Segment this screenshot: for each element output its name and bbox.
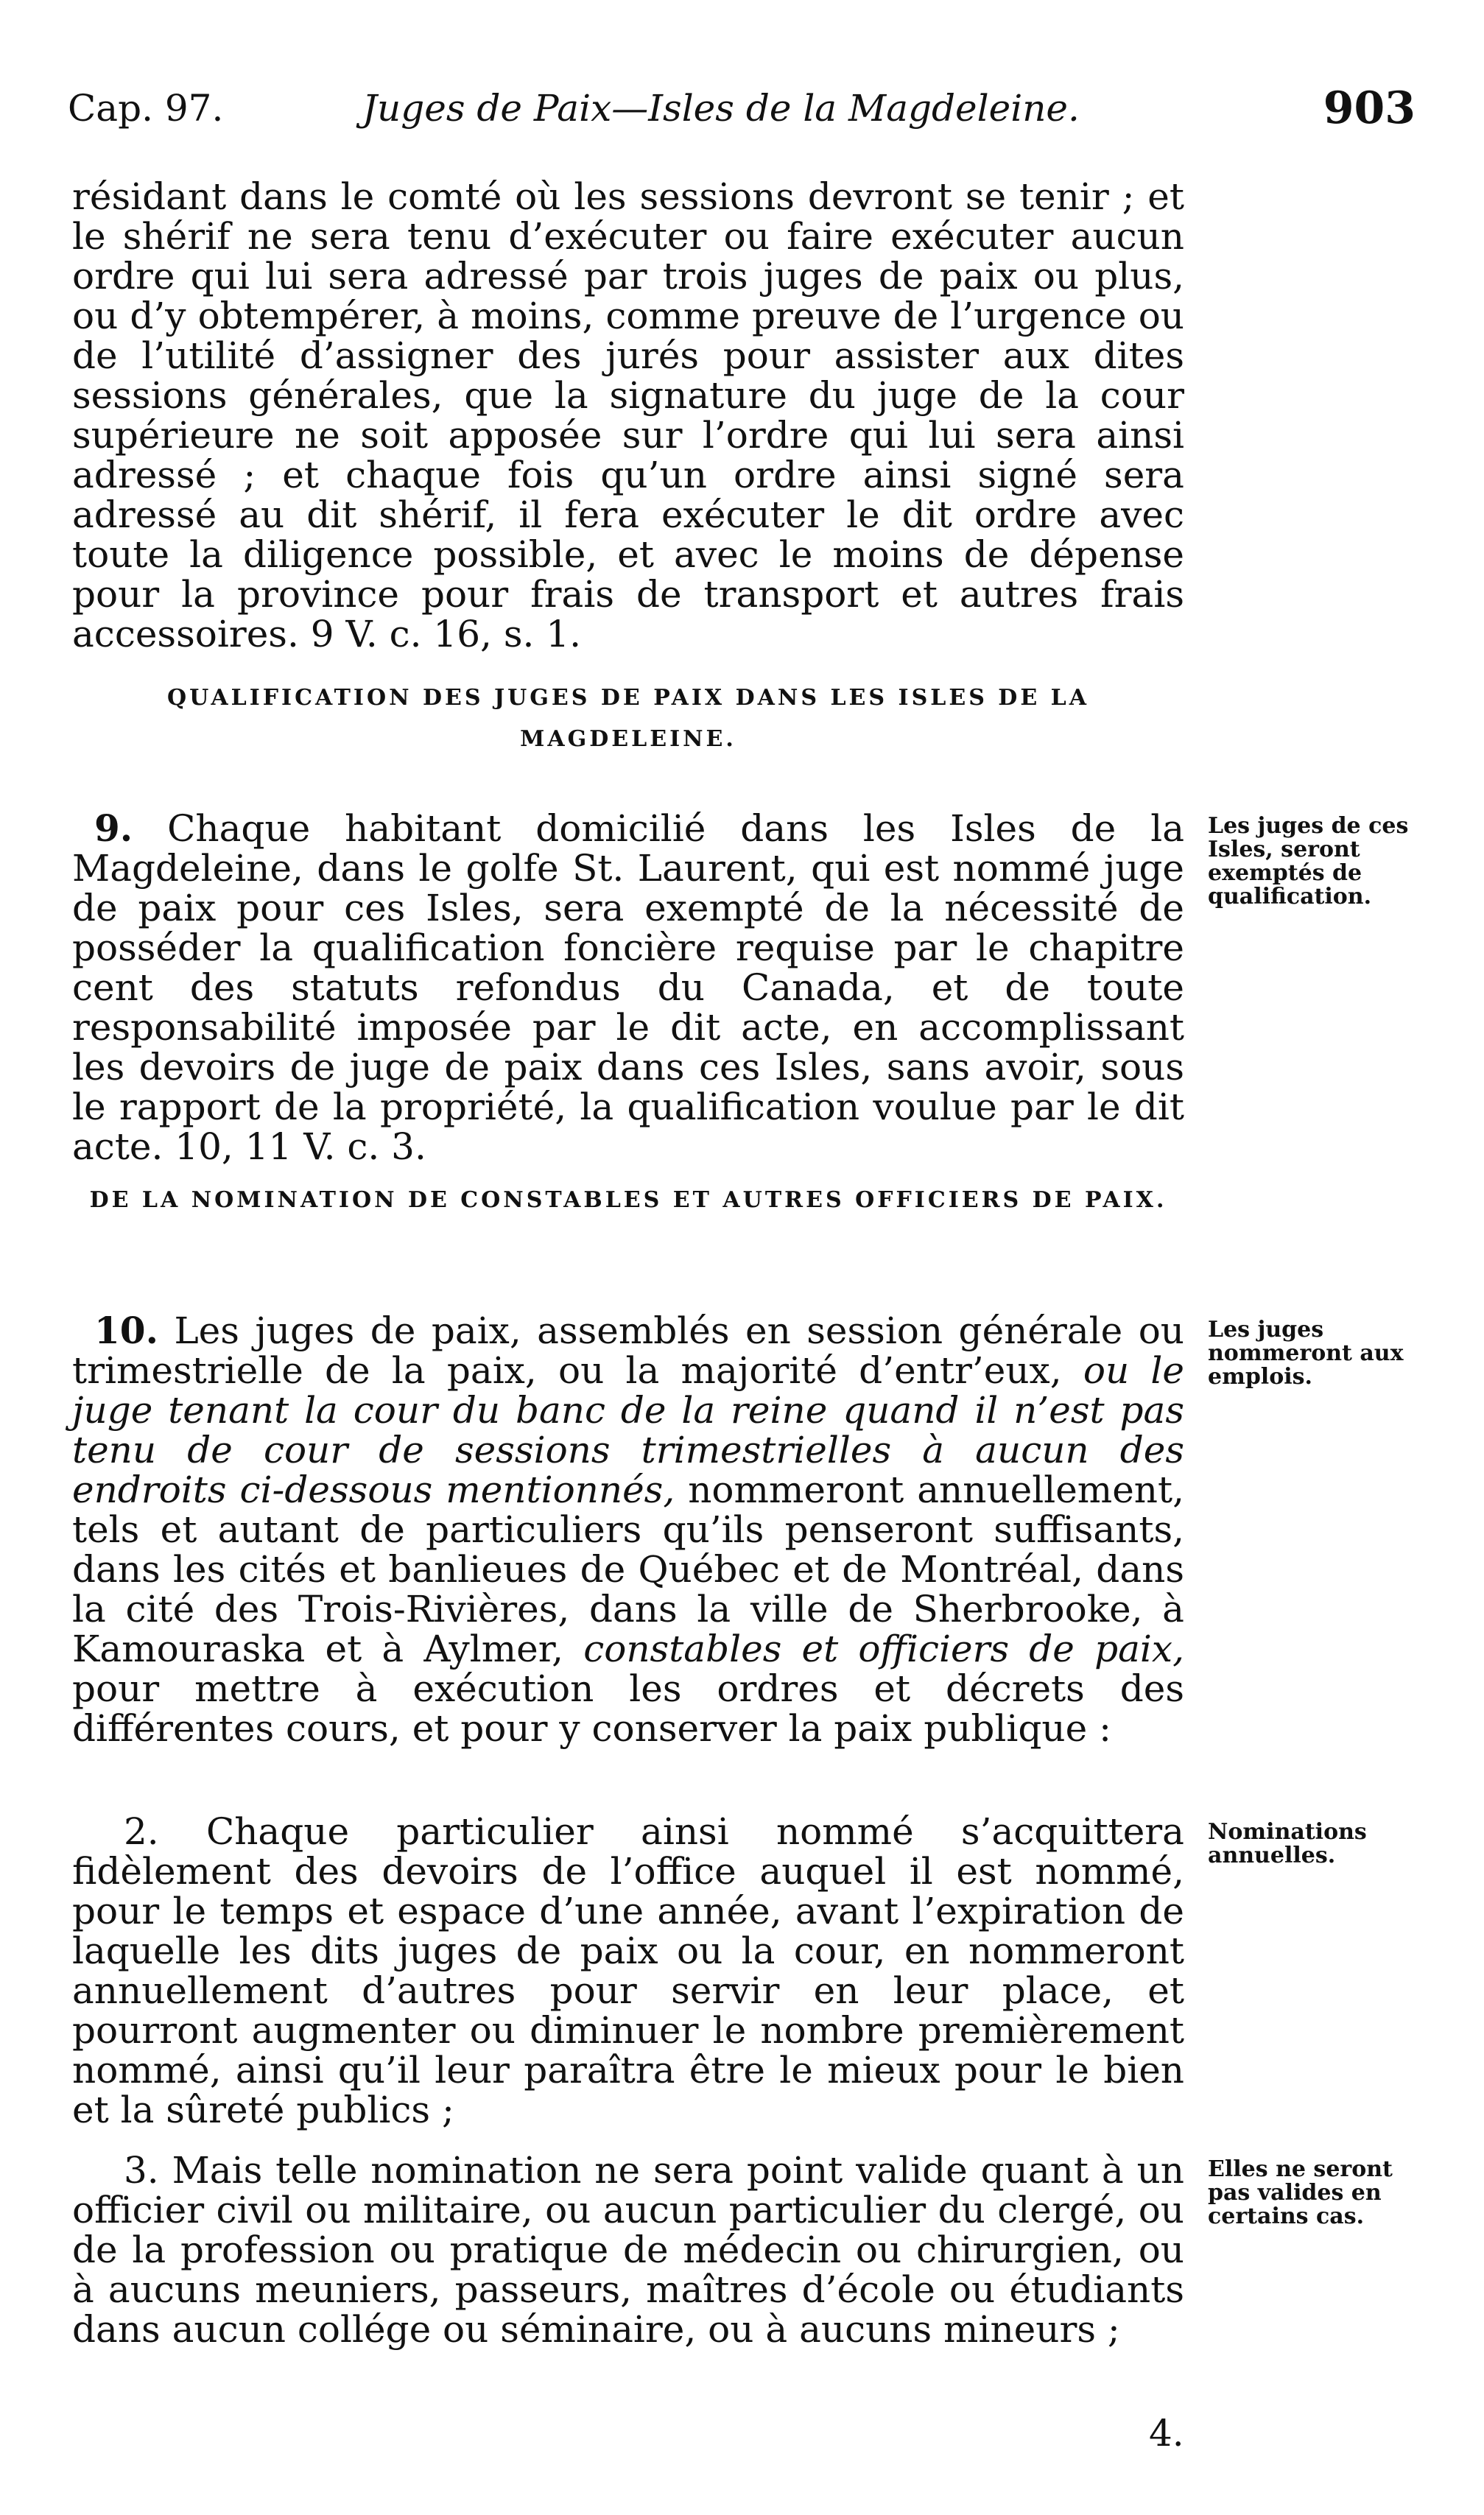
section-heading-qualification: QUALIFICATION DES JUGES DE PAIX DANS LES ISLES DE LA MAGDELEINE.	[166, 685, 1089, 752]
subsection-3: 3. Mais telle nomination ne sera point valide quant à un officier civil ou militaire, ou aucun particulier du clergé, ou de la profession ou pratique de médecin ou chirurgien, ou à aucuns meuniers, passeurs, maîtres d’école ou étudiants dans aucun collége ou séminaire, ou à aucuns mineurs ;	[72, 2149, 1184, 2351]
margin-note-subsection-2: Nominations annuelles.	[1208, 1819, 1367, 1868]
page-number: 903	[1323, 82, 1416, 134]
section-9-number: 9.	[94, 806, 133, 850]
chapter-label: Cap. 97.	[68, 87, 224, 130]
section-10-italic-b: constables et officiers de paix,	[583, 1628, 1184, 1670]
margin-note-section-9: Les juges de ces Isles, seront exemptés de qualification.	[1208, 813, 1409, 910]
section-heading-nomination: DE LA NOMINATION DE CONSTABLES ET AUTRES OFFICIERS DE PAIX.	[89, 1187, 1167, 1213]
section-10-italic-a: ou le juge tenant la cour du banc de la reine quand il n’est pas tenu de cour de sessions trimestrielles à aucun des endroits ci-dessous mentionnés,	[72, 1349, 1185, 1511]
section-9	[72, 806, 1184, 1168]
section-10-text-c: pour mettre à exécution les ordres et décrets des différentes cours, et pour y conserver la paix publique :	[72, 1667, 1184, 1750]
section-10-text-b: nommeront annuellement, tels et autant de particuliers qu’ils penseront suffisants, dans les cités et banlieues de Québec et de Montréal, dans la cité des Trois-Rivières, dans la ville de Sherbrooke, à Kamouraska et à Aylmer,	[72, 1468, 1184, 1670]
section-10	[72, 1311, 1184, 1753]
section-10-text-a: Les juges de paix, assemblés en session générale ou trimestrielle de la paix, ou la majorité d’entr’eux,	[72, 1309, 1184, 1392]
margin-note-subsection-3: Elles ne seront pas valides en certains cas.	[1208, 2156, 1393, 2229]
running-title: Juges de Paix—Isles de la Magdeleine.	[362, 87, 1080, 130]
paragraph-continued: résidant dans le comté où les sessions devront se tenir ; et le shérif ne sera tenu d’exécuter ou faire exécuter aucun ordre qui lui sera adressé par trois juges de paix ou plus, ou d’y obtempérer, à moins, comme preuve de l’urgence ou de l’utilité d’assigner des jurés pour assister aux dites sessions générales, que la signature du juge de la cour supérieure ne soit apposée sur l’ordre qui lui sera ainsi adressé ; et chaque fois qu’un ordre ainsi signé sera adressé au dit shérif, il fera exécuter le dit ordre avec toute la diligence possible, et avec le moins de dépense pour la province pour frais de transport et autres frais accessoires. 9 V. c. 16, s. 1.	[72, 175, 1184, 655]
margin-note-section-10: Les juges nommeront aux emplois.	[1208, 1317, 1404, 1390]
section-10-number: 10.	[94, 1309, 158, 1352]
running-header	[68, 82, 1416, 146]
section-9-text: Chaque habitant domicilié dans les Isles de la Magdeleine, dans le golfe St. Laurent, qui est nommé juge de paix pour ces Isles, sera exempté de la nécessité de posséder la qualification foncière requise par le chapitre cent des statuts refondus du Canada, et de toute responsabilité imposée par le dit acte, en accomplissant les devoirs de juge de paix dans ces Isles, sans avoir, sous le rapport de la propriété, la qualification voulue par le dit acte. 10, 11 V. c. 3.	[72, 807, 1184, 1168]
catchword: 4.	[1149, 2412, 1184, 2455]
subsection-2: 2. Chaque particulier ainsi nommé s’acquittera fidèlement des devoirs de l’office auquel il est nommé, pour le temps et espace d’une année, avant l’expiration de laquelle les dits juges de paix ou la cour, en nommeront annuellement d’autres pour servir en leur place, et pourront augmenter ou diminuer le nombre premièrement nommé, ainsi qu’il leur paraîtra être le mieux pour le bien et la sûreté publics ;	[72, 1810, 1184, 2131]
